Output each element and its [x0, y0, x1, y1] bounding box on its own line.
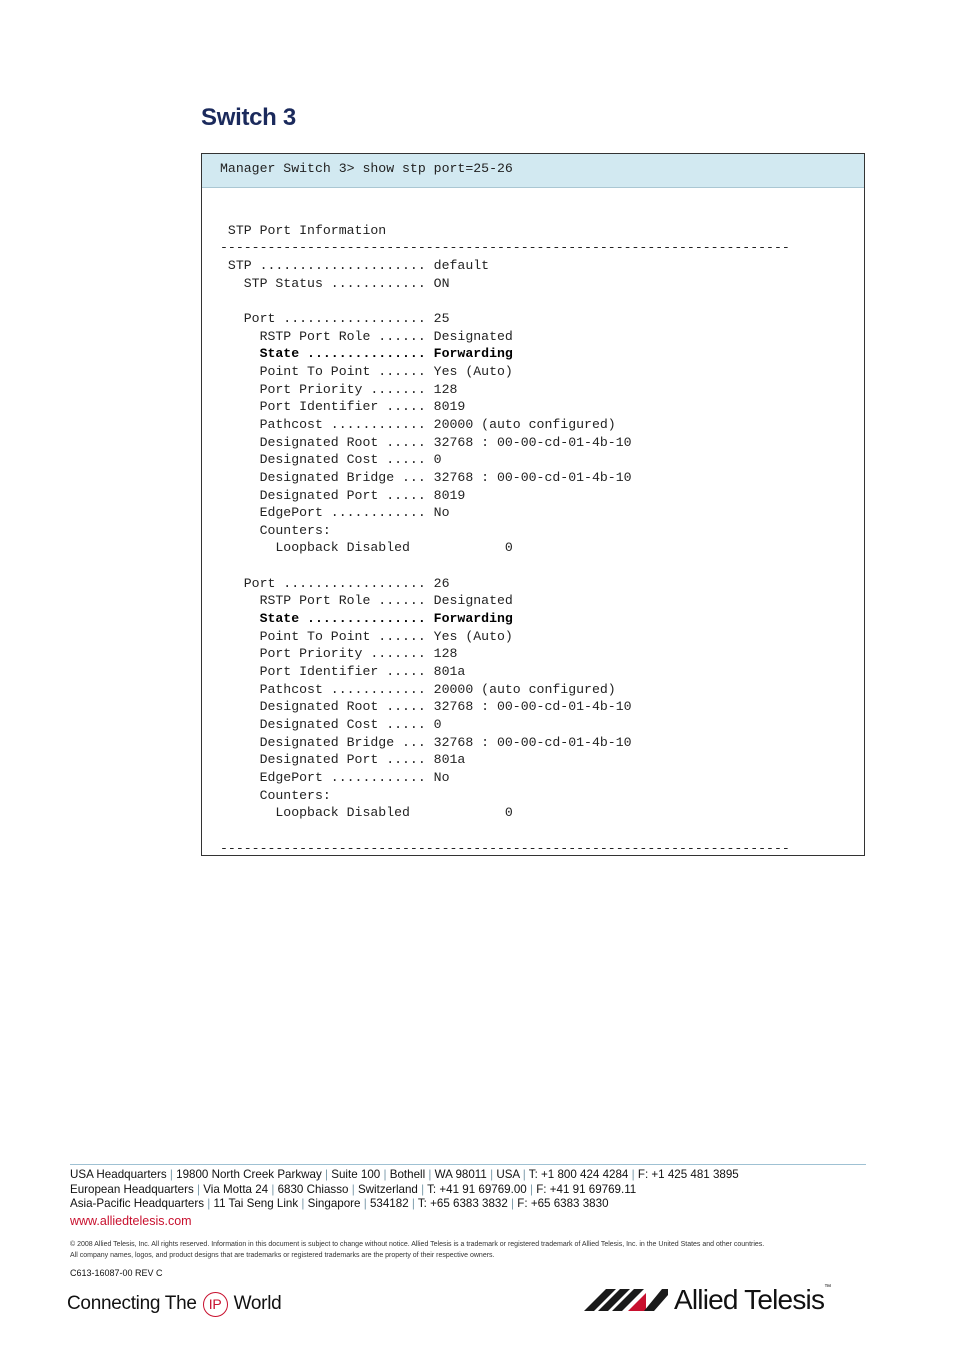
console-line: STP ..................... default	[220, 257, 490, 273]
separator: |	[486, 1168, 497, 1181]
office-address-line	[70, 1197, 870, 1212]
office-detail: Singapore	[307, 1197, 361, 1210]
website-link[interactable]: www.alliedtelesis.com	[70, 1214, 192, 1228]
office-detail: Asia-Pacific Headquarters	[70, 1197, 205, 1210]
console-line: State ............... Forwarding	[220, 346, 513, 362]
office-detail: WA 98011	[434, 1168, 487, 1181]
tagline-text: World	[233, 1293, 282, 1314]
console-line: Port .................. 25	[220, 310, 450, 326]
office-detail: 6830 Chiasso	[277, 1182, 349, 1196]
separator: |	[380, 1168, 390, 1181]
console-line: EdgePort ............ No	[220, 505, 450, 521]
console-line: Designated Bridge ... 32768 : 00-00-cd-01-4b-10	[220, 734, 632, 750]
console-line: Point To Point ...... Yes (Auto)	[220, 628, 513, 644]
office-detail: European Headquarters	[70, 1182, 194, 1196]
office-detail: T: +1 800 424 4284	[528, 1168, 629, 1181]
console-line: Port Priority ....... 128	[220, 381, 458, 397]
allied-telesis-logo-icon	[584, 1287, 668, 1313]
office-detail: T: +65 6383 3832	[417, 1197, 508, 1210]
brand-name-text: Allied Telesis	[674, 1284, 825, 1315]
console-line: STP Status ............ ON	[220, 275, 450, 291]
console-line: State ............... Forwarding	[220, 611, 513, 627]
console-output-text	[202, 188, 864, 857]
separator: |	[526, 1182, 537, 1196]
console-line: Port Identifier ..... 801a	[220, 664, 466, 680]
legal-line: © 2008 Allied Telesis, Inc. All rights reserved. Information in this document is subject to change without notice. Allied Telesis is a trademark or registered trademark of Allied Telesis, Inc. in the United States and other countries.	[70, 1241, 765, 1248]
console-line: Port .................. 26	[220, 575, 450, 591]
footer-offices	[70, 1168, 870, 1212]
separator: |	[425, 1168, 435, 1181]
console-line: Designated Port ..... 8019	[220, 487, 466, 503]
separator: |	[204, 1197, 214, 1210]
console-line: Loopback Disabled 0	[220, 805, 513, 821]
office-detail: 11 Tai Seng Link	[213, 1197, 299, 1210]
ip-circle-icon: IP	[203, 1292, 228, 1317]
console-line: Designated Cost ..... 0	[220, 717, 442, 733]
footer-divider	[70, 1164, 866, 1165]
console-line: Loopback Disabled 0	[220, 540, 513, 556]
office-detail: Suite 100	[331, 1168, 381, 1181]
separator: |	[268, 1182, 278, 1196]
console-line: STP Port Information	[220, 222, 387, 238]
console-output-panel	[201, 153, 865, 856]
separator: |	[298, 1197, 308, 1210]
tagline-text: Connecting The	[67, 1293, 197, 1314]
separator: |	[193, 1182, 204, 1196]
separator: |	[348, 1182, 358, 1196]
legal-notice	[70, 1240, 870, 1261]
separator: |	[507, 1197, 518, 1210]
separator: |	[360, 1197, 370, 1210]
document-reference: C613-16087-00 REV C	[70, 1268, 163, 1278]
console-line: EdgePort ............ No	[220, 770, 450, 785]
console-line: Counters:	[220, 522, 331, 538]
separator: |	[519, 1168, 529, 1181]
console-line: Point To Point ...... Yes (Auto)	[220, 363, 513, 379]
office-detail: F: +1 425 481 3895	[637, 1168, 739, 1181]
tagline	[67, 1289, 281, 1319]
office-address-line	[70, 1183, 870, 1198]
office-address-line	[70, 1168, 870, 1183]
console-line: ------------------------------------------------------------------------	[220, 240, 790, 256]
console-line: Pathcost ............ 20000 (auto configured)	[220, 416, 616, 432]
console-line: Pathcost ............ 20000 (auto configured)	[220, 681, 616, 697]
office-detail: Switzerland	[357, 1182, 418, 1196]
office-detail: 534182	[369, 1197, 409, 1210]
console-line: Designated Root ..... 32768 : 00-00-cd-01-4b-10	[220, 699, 632, 715]
console-line: Designated Root ..... 32768 : 00-00-cd-01-4b-10	[220, 434, 632, 450]
page-heading: Switch 3	[201, 104, 296, 131]
office-detail: T: +41 91 69769.00	[427, 1182, 527, 1196]
legal-line: All company names, logos, and product designs that are trademarks or registered trademarks are the property of their respective owners.	[70, 1251, 495, 1259]
console-line: Designated Port ..... 801a	[220, 752, 466, 768]
console-line: RSTP Port Role ...... Designated	[220, 593, 513, 609]
console-line: Counters:	[220, 787, 331, 803]
office-detail: USA	[496, 1168, 520, 1181]
office-detail: USA Headquarters	[70, 1168, 167, 1181]
separator: |	[321, 1168, 332, 1181]
office-detail: F: +41 91 69769.11	[536, 1182, 637, 1196]
console-line: Port Priority ....... 128	[220, 646, 458, 662]
separator: |	[628, 1168, 638, 1181]
console-command-line: Manager Switch 3> show stp port=25-26	[202, 154, 864, 188]
separator: |	[166, 1168, 177, 1181]
console-line: Designated Bridge ... 32768 : 00-00-cd-01-4b-10	[220, 469, 632, 485]
allied-telesis-logo	[584, 1284, 830, 1316]
console-line: ------------------------------------------------------------------------	[220, 840, 790, 856]
console-line: Designated Cost ..... 0	[220, 452, 442, 468]
console-line: RSTP Port Role ...... Designated	[220, 328, 513, 344]
office-detail: F: +65 6383 3830	[517, 1197, 609, 1210]
brand-name	[674, 1284, 830, 1316]
separator: |	[408, 1197, 418, 1210]
office-detail: Via Motta 24	[203, 1182, 269, 1196]
office-detail: Bothell	[389, 1168, 426, 1181]
console-line: Port Identifier ..... 8019	[220, 399, 466, 415]
office-detail: 19800 North Creek Parkway	[176, 1168, 322, 1181]
trademark-symbol: ™	[824, 1284, 831, 1291]
separator: |	[417, 1182, 428, 1196]
